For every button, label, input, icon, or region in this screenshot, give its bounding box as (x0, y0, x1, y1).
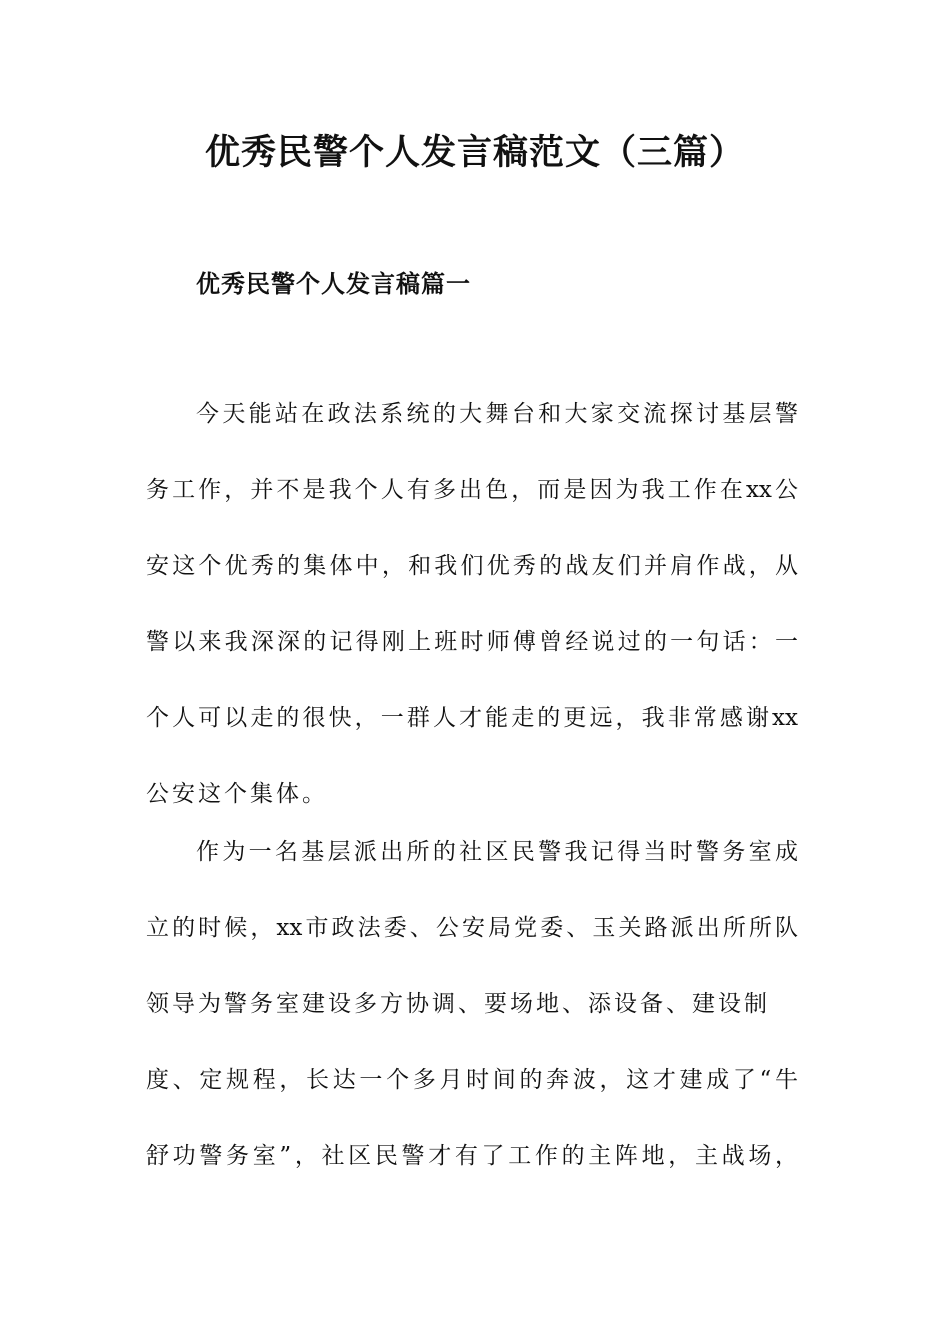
paragraph-line: 领导为警务室建设多方协调、要场地、添设备、建设制 (146, 991, 770, 1017)
paragraph-line: 度、定规程，长达一个多月时间的奔波，这才建成了“牛 (146, 1067, 798, 1093)
paragraph-line: 立的时候，xx市政法委、公安局党委、玉关路派出所所队 (146, 915, 798, 941)
paragraph-line: 舒功警务室”，社区民警才有了工作的主阵地，主战场， (146, 1143, 798, 1169)
paragraph-line: 务工作，并不是我个人有多出色，而是因为我工作在xx公 (146, 477, 798, 503)
paragraph-line: 公安这个集体。 (146, 781, 328, 807)
section-heading: 优秀民警个人发言稿篇一 (196, 270, 471, 298)
paragraph-line: 今天能站在政法系统的大舞台和大家交流探讨基层警 (196, 401, 798, 427)
document-title: 优秀民警个人发言稿范文（三篇） (204, 133, 745, 173)
paragraph-line: 安这个优秀的集体中，和我们优秀的战友们并肩作战，从 (146, 553, 798, 579)
paragraph-line: 个人可以走的很快，一群人才能走的更远，我非常感谢xx (146, 705, 798, 731)
paragraph-line: 警以来我深深的记得刚上班时师傅曾经说过的一句话：一 (146, 629, 798, 655)
paragraph-line: 作为一名基层派出所的社区民警我记得当时警务室成 (196, 839, 798, 865)
